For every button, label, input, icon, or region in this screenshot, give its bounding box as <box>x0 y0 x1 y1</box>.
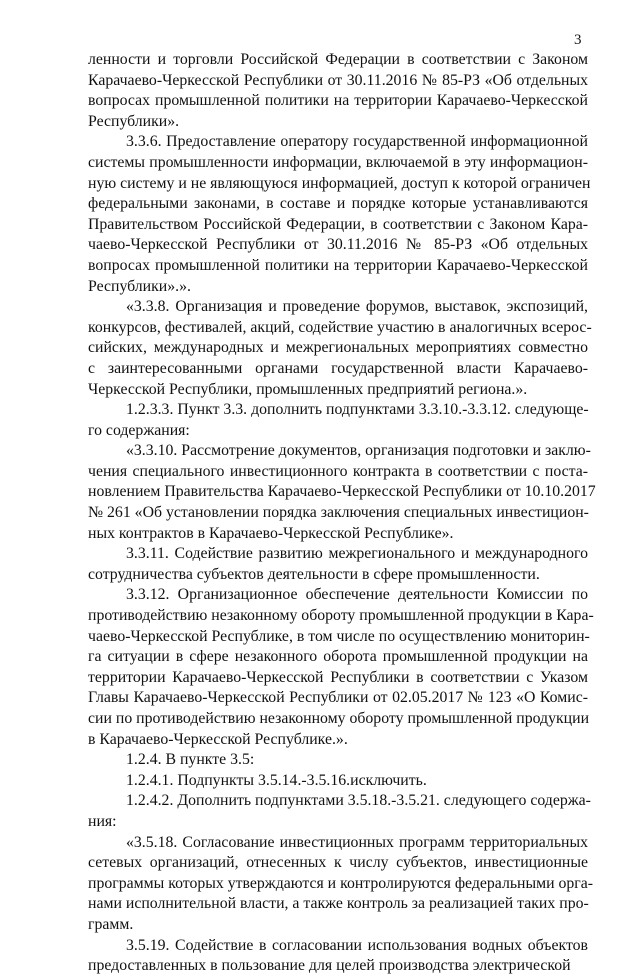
text-line: грамм. <box>88 915 134 933</box>
text-line: «3.3.10. Рассмотрение документов, организация подготовки и заклю- <box>126 442 591 460</box>
text-line: ленности и торговли Российской Федерации в соответствии с Законом <box>88 51 588 68</box>
paragraph-item-3-3-6 <box>88 132 591 297</box>
paragraph-item-3-3-11 <box>88 544 588 585</box>
text-line: нами исполнительной власти, а также контроль за реализацией таких про- <box>88 895 589 913</box>
text-line: 1.2.3.3. Пункт 3.3. дополнить подпунктами 3.3.10.-3.3.12. следующе- <box>126 401 589 419</box>
text-line: в Карачаево-Черкесской Республике.». <box>88 730 348 748</box>
text-line: системы промышленности информации, включаемой в эту информацион- <box>88 153 588 171</box>
text-line: «3.5.18. Согласование инвестиционных программ территориальных <box>126 833 588 851</box>
text-line: чаево-Черкесской Республике, в том числе по осуществлению мониторин- <box>88 627 590 645</box>
paragraph-item-1-2-4-2 <box>88 791 591 832</box>
paragraph-item-3-3-8 <box>88 297 592 400</box>
text-line: сетевых организаций, отнесенных к числу субъектов, инвестиционные <box>88 854 588 872</box>
text-line: Республики».». <box>88 277 191 295</box>
text-line: 3.3.12. Организационное обеспечение деятельности Комиссии по <box>126 586 588 604</box>
text-line: противодействию незаконному обороту промышленной продукции в Кара- <box>88 607 594 625</box>
document-body <box>88 50 596 977</box>
text-line: чения специального инвестиционного контракта в соответствии с поста- <box>88 462 588 480</box>
text-line: ную систему и не являющуюся информацией, доступ к которой ограничен <box>88 174 591 192</box>
text-line: га ситуации в сфере незаконного оборота промышленной продукции на <box>88 648 588 666</box>
page-number: 3 <box>574 32 582 48</box>
text-line: «3.3.8. Организация и проведение форумов, выставок, экспозиций, <box>126 298 588 316</box>
paragraph-item-1-2-3-3 <box>88 400 588 441</box>
text-line: чаево-Черкесской Республики от 30.11.2016 № 85-РЗ «Об отдельных <box>88 236 588 254</box>
text-line: программы которых утверждаются и контролируются федеральными орга- <box>88 874 594 892</box>
paragraph-item-3-3-12 <box>88 585 594 750</box>
paragraph-item-1-2-4-1 <box>88 771 588 792</box>
text-line: сийских, международных и межрегиональных мероприятиях совместно <box>88 339 588 357</box>
text-line: го содержания: <box>88 421 190 439</box>
text-line: Карачаево-Черкесской Республики от 30.11.2016 № 85-РЗ «Об отдельных <box>88 71 588 89</box>
paragraph-item-1-2-4 <box>88 750 588 771</box>
text-line: новлением Правительства Карачаево-Черкесской Республики от 10.10.2017 <box>88 483 596 501</box>
text-line: сотрудничества субъектов деятельности в сфере промышленности. <box>88 565 540 583</box>
paragraph-item-3-5-18 <box>88 833 594 936</box>
text-line: конкурсов, фестивалей, акций, содействие участию в аналогичных всерос- <box>88 318 592 336</box>
text-line: ния: <box>88 812 117 830</box>
text-line: 1.2.4.2. Дополнить подпунктами 3.5.18.-3.5.21. следующего содержа- <box>126 792 591 810</box>
text-line: территории Карачаево-Черкесской Республики в соответствии с Указом <box>88 668 588 686</box>
text-line: сии по противодействию незаконному обороту промышленной продукции <box>88 710 590 727</box>
text-line: с заинтересованными органами государственной власти Карачаево- <box>88 359 588 377</box>
text-line: 3.3.11. Содействие развитию межрегионального и международного <box>126 545 588 563</box>
text-line: 1.2.4. В пункте 3.5: <box>126 751 255 769</box>
text-line: предоставленных в пользование для целей производства электрической <box>88 957 571 975</box>
text-line: Республики». <box>88 112 180 130</box>
text-line: 1.2.4.1. Подпункты 3.5.14.-3.5.16.исключить. <box>126 771 427 789</box>
text-line: 3.3.6. Предоставление оператору государственной информационной <box>126 133 588 151</box>
text-line: 3.5.19. Содействие в согласовании использования водных объектов <box>126 936 588 954</box>
text-line: вопросах промышленной политики на территории Карачаево-Черкесской <box>88 92 588 110</box>
text-line: Правительством Российской Федерации, в соответствии с Законом Кара- <box>88 215 588 233</box>
text-line: Черкесской Республики, промышленных предприятий региона.». <box>88 380 528 398</box>
paragraph-cont-3-3-5 <box>88 50 588 132</box>
text-line: ных контрактов в Карачаево-Черкесской Республике». <box>88 524 454 542</box>
text-line: вопросах промышленной политики на территории Карачаево-Черкесской <box>88 256 588 274</box>
text-line: Главы Карачаево-Черкесской Республики от 02.05.2017 № 123 «О Комис- <box>88 689 588 707</box>
text-line: № 261 «Об установлении порядка заключения специальных инвестицион- <box>88 504 589 522</box>
text-line: федеральными законами, в составе и порядке которые устанавливаются <box>88 195 588 213</box>
paragraph-item-3-5-19 <box>88 936 588 977</box>
paragraph-item-3-3-10 <box>88 441 596 544</box>
